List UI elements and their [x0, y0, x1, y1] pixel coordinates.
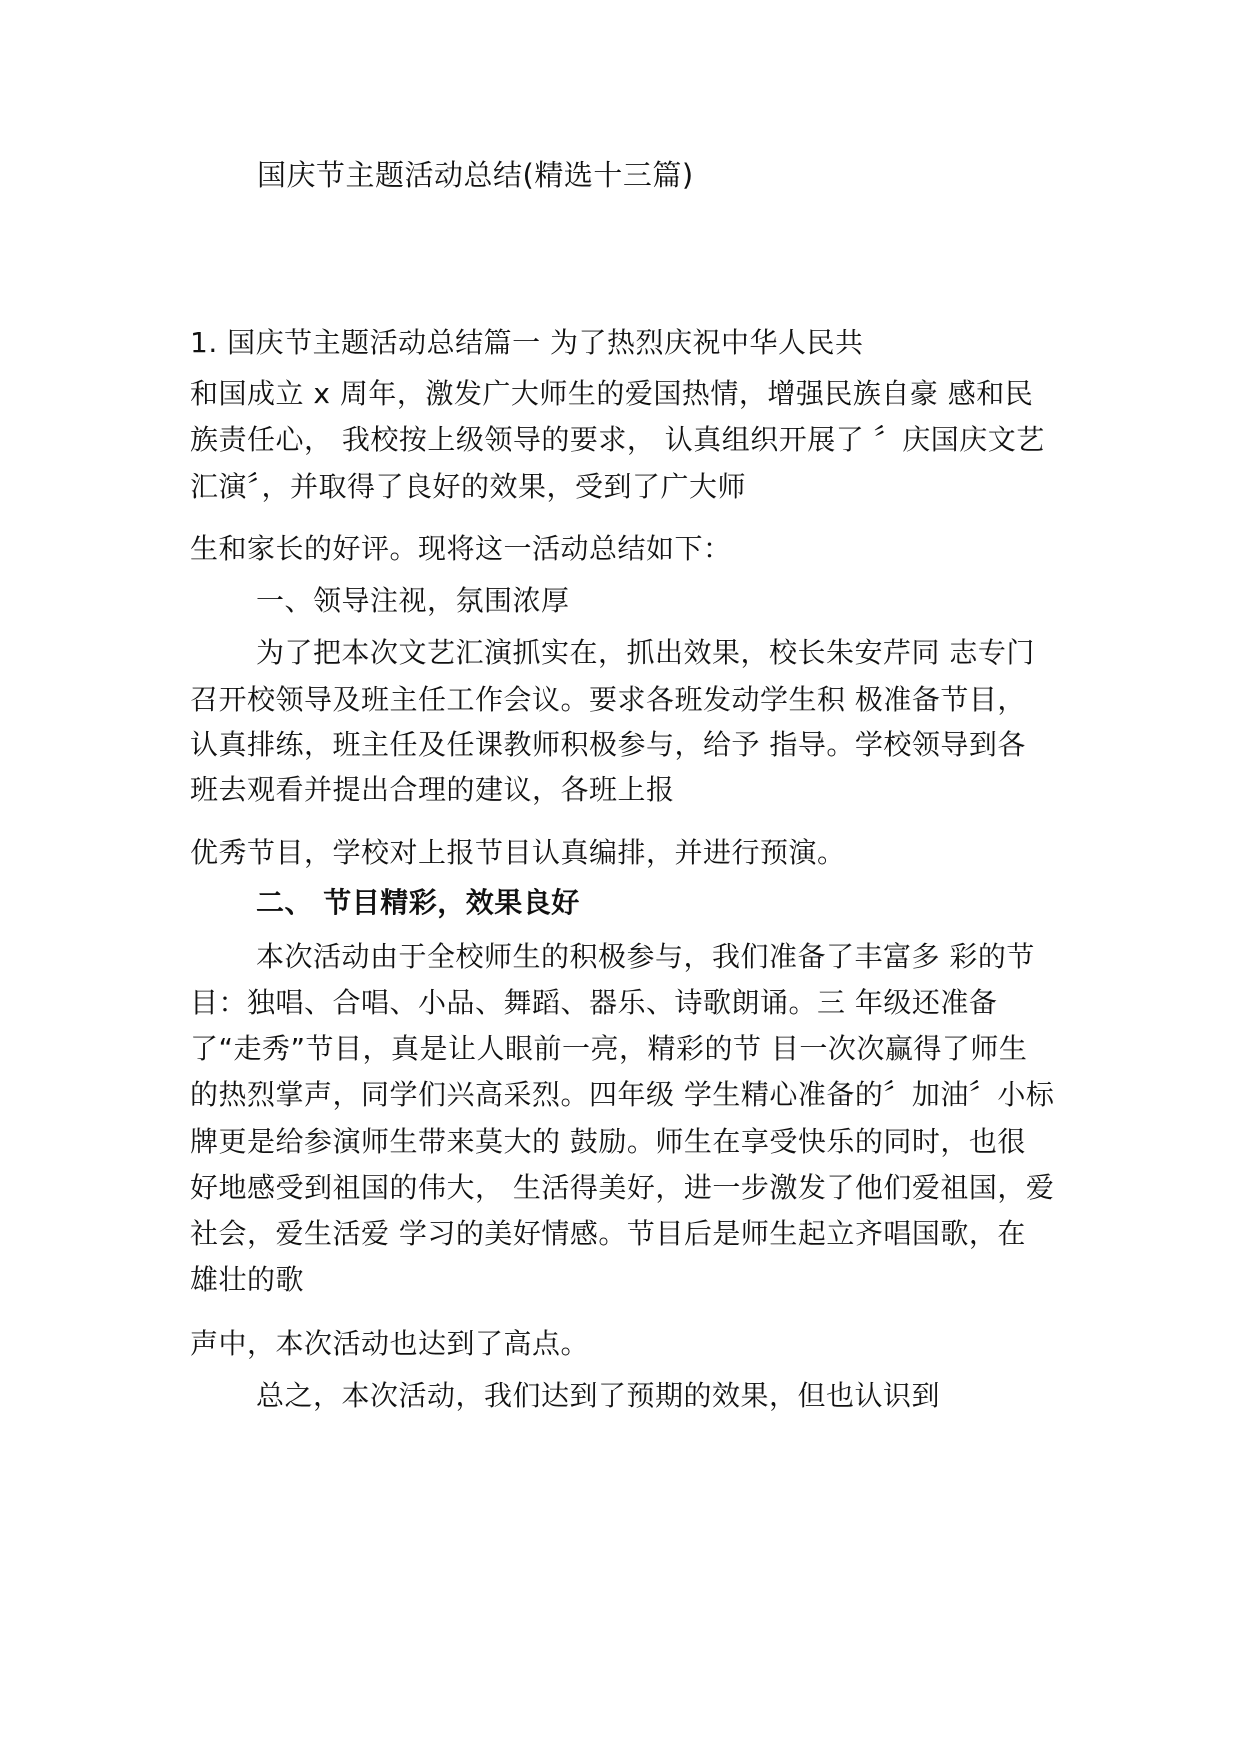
- text-line: 总之，本次活动，我们达到了预期的效果，但也认识到: [256, 1379, 941, 1412]
- text-line: 和国成立 x 周年，激发广大师生的爱国热情，增强民族自豪 感和民: [190, 377, 1034, 410]
- text-line: 社会，爱生活爱 学习的美好情感。节目后是师生起立齐唱国歌，在: [190, 1217, 1026, 1250]
- text-line: 优秀节目，学校对上报节目认真编排，并进行预演。: [190, 836, 846, 869]
- text-line: 班去观看并提出合理的建议，各班上报: [190, 773, 675, 806]
- section-heading: 二、 节目精彩，效果良好: [256, 886, 580, 919]
- section-heading: 一、领导注视，氛围浓厚: [256, 584, 570, 617]
- text-line: 汇演〞，并取得了良好的效果，受到了广大师: [190, 470, 747, 503]
- text-line: 本次活动由于全校师生的积极参与，我们准备了丰富多 彩的节: [256, 940, 1035, 973]
- text-line: 目：独唱、合唱、小品、舞蹈、器乐、诗歌朗诵。三 年级还准备: [190, 986, 998, 1019]
- text-line: 族责任心， 我校按上级领导的要求， 认真组织开展了 〞庆国庆文艺: [190, 423, 1045, 456]
- text-line: 的热烈掌声，同学们兴高采烈。四年级 学生精心准备的〞加油〞小标: [190, 1078, 1055, 1111]
- text-line: 声中，本次活动也达到了高点。: [190, 1327, 590, 1360]
- text-line: 牌更是给参演师生带来莫大的 鼓励。师生在享受快乐的同时，也很: [190, 1125, 1026, 1158]
- text-line: 为了把本次文艺汇演抓实在，抓出效果，校长朱安芹同 志专门: [256, 636, 1035, 669]
- text-line: 召开校领导及班主任工作会议。要求各班发动学生积 极准备节目，: [190, 683, 1026, 716]
- text-line: 1. 国庆节主题活动总结篇一 为了热烈庆祝中华人民共: [190, 326, 864, 359]
- document-title: 国庆节主题活动总结(精选十三篇): [257, 158, 694, 192]
- text-line: 生和家长的好评。现将这一活动总结如下：: [190, 532, 732, 565]
- text-line: 了“走秀”节目，真是让人眼前一亮，精彩的节 目一次次赢得了师生: [190, 1032, 1028, 1065]
- text-line: 雄壮的歌: [190, 1263, 305, 1296]
- text-line: 认真排练，班主任及任课教师积极参与，给予 指导。学校领导到各: [190, 728, 1026, 761]
- text-line: 好地感受到祖国的伟大， 生活得美好，进一步激发了他们爱祖国，爱: [190, 1171, 1055, 1204]
